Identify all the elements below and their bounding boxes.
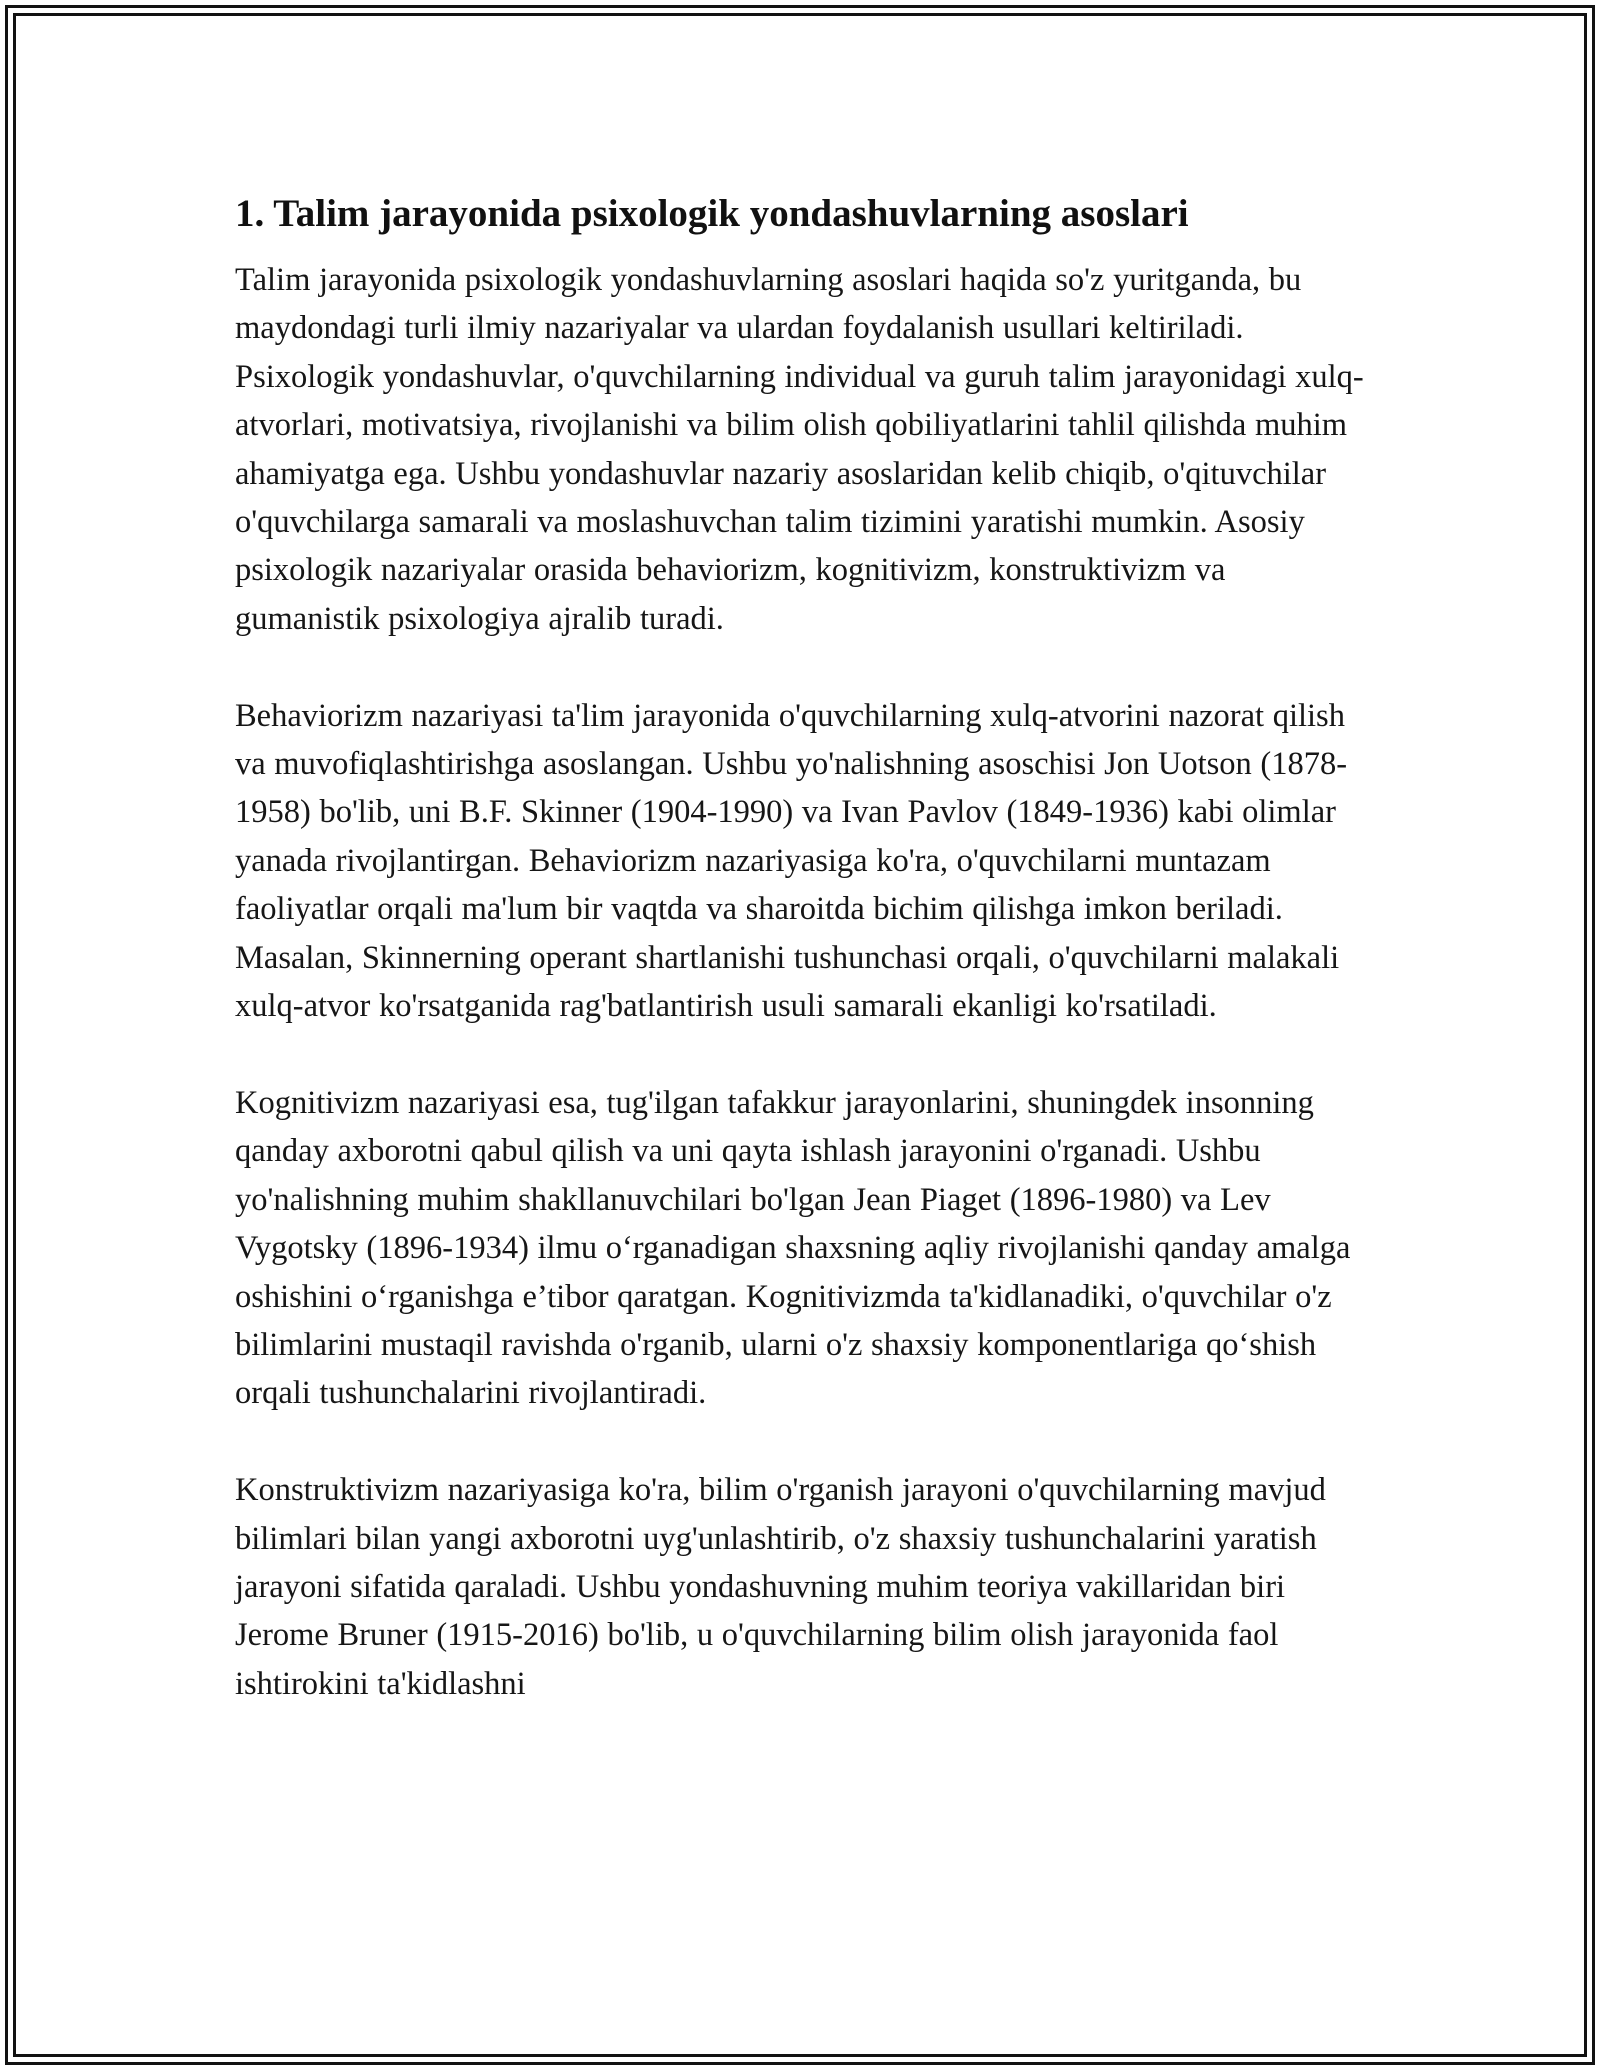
paragraph-cognitivism: Kognitivizm nazariyasi esa, tug'ilgan tafakkur jarayonlarini, shuningdek insonning qanday axborotni qabul qilish va uni qayta ishlash jarayonini o'rganadi. Ushbu yo'nalishning muhim shakllanuvchilari bo'lgan Jean Piaget (1896-1980) va Lev Vygotsky (1896-1934) ilmu o‘rganadigan shaxsning aqliy rivojlanishi qanday amalga oshishini o‘rganishga e’tibor qaratgan. Kognitivizmda ta'kidlanadiki, o'quvchilar o'z bilimlarini mustaqil ravishda o'rganib, ularni o'z shaxsiy komponentlariga qo‘shish orqali tushunchalarini rivojlantiradi. <box>235 1084 1351 1412</box>
document-body <box>235 186 1365 1708</box>
paragraph-constructivism: Konstruktivizm nazariyasiga ko'ra, bilim o'rganish jarayoni o'quvchilarning mavjud bilimlari bilan yangi axborotni uyg'unlashtirib, o'z shaxsiy tushunchalarini yaratish jarayoni sifatida qaraladi. Ushbu yondashuvning muhim teoriya vakillaridan biri Jerome Bruner (1915-2016) bo'lib, u o'quvchilarning bilim olish jarayonida faol ishtirokini ta'kidlashni <box>235 1472 1326 1702</box>
section-heading: 1. Talim jarayonida psixologik yondashuvlarning asoslari <box>235 192 1189 235</box>
paragraph-behaviorism: Behaviorizm nazariyasi ta'lim jarayonida o'quvchilarning xulq-atvorini nazorat qilish va muvofiqlashtirishga asoslangan. Ushbu yo'nalishning asoschisi Jon Uotson (1878-1958) bo'lib, uni B.F. Skinner (1904-1990) va Ivan Pavlov (1849-1936) kabi olimlar yanada rivojlantirgan. Behaviorizm nazariyasiga ko'ra, o'quvchilarni muntazam faoliyatlar orqali ma'lum bir vaqtda va sharoitda bichim qilishga imkon beriladi. Masalan, Skinnerning operant shartlanishi tushunchasi orqali, o'quvchilarni malakali xulq-atvor ko'rsatganida rag'batlantirish usuli samarali ekanligi ko'rsatiladi. <box>235 697 1348 1025</box>
paragraph-introduction: Talim jarayonida psixologik yondashuvlarning asoslari haqida so'z yuritganda, bu maydondagi turli ilmiy nazariyalar va ulardan foydalanish usullari keltiriladi. Psixologik yondashuvlar, o'quvchilarning individual va guruh talim jarayonidagi xulq-atvorlari, motivatsiya, rivojlanishi va bilim olish qobiliyatlarini tahlil qilishda muhim ahamiyatga ega. Ushbu yondashuvlar nazariy asoslaridan kelib chiqib, o'qituvchilar o'quvchilarga samarali va moslashuvchan talim tizimini yaratishi mumkin. Asosiy psixologik nazariyalar orasida behaviorizm, kognitivizm, konstruktivizm va gumanistik psixologiya ajralib turadi. <box>235 262 1364 637</box>
